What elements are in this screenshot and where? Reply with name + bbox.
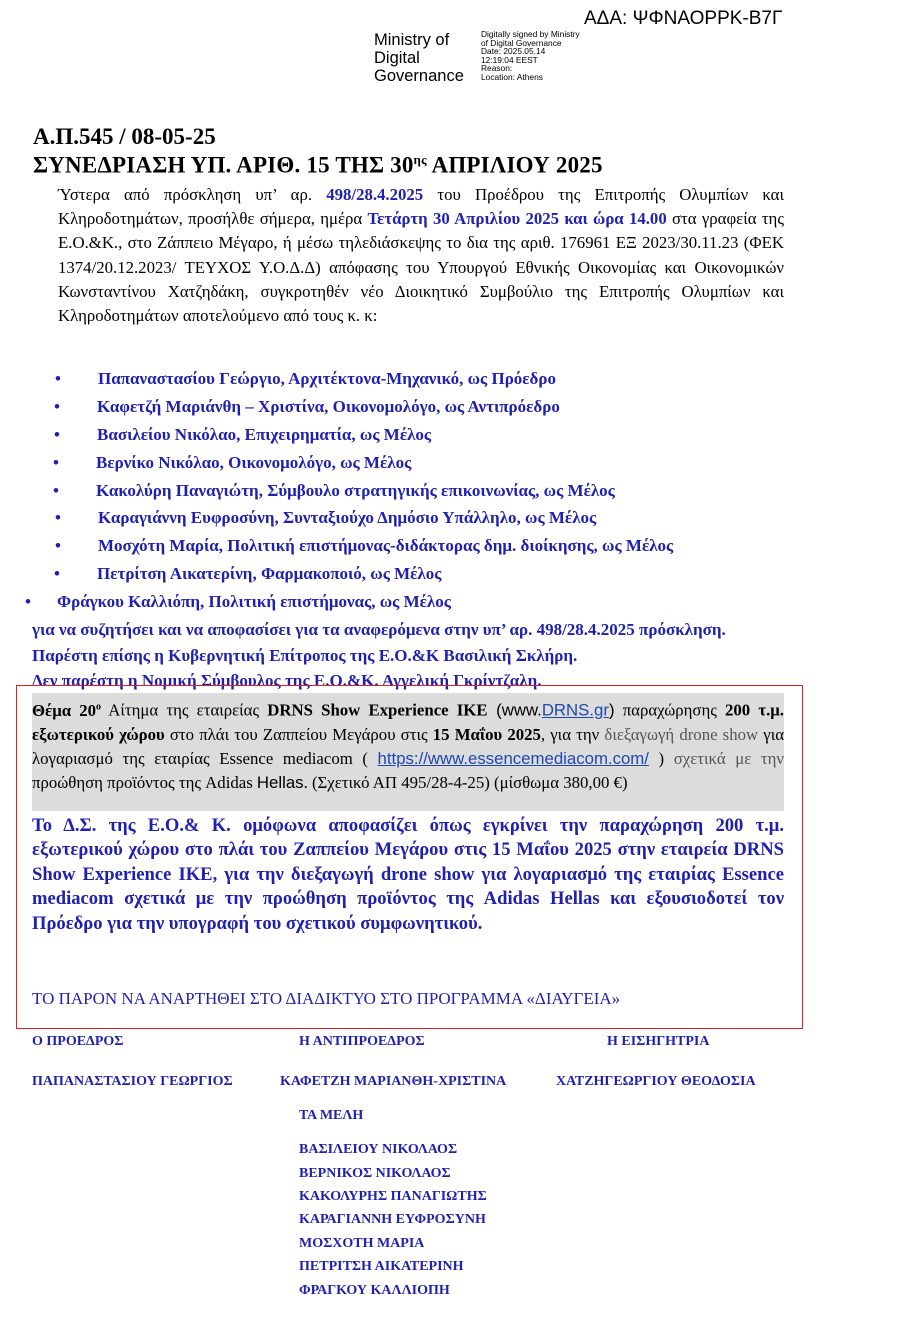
topic-text: σχετικά με την [673,749,784,768]
member-item [25,592,451,612]
ministry-line: Digital [374,49,420,67]
member-text: Βερνίκο Νικόλαο, Οικονομολόγο, ως Μέλος [96,453,412,472]
signature-line: Reason: [481,63,513,74]
bullet-icon: • [53,481,59,500]
member-item [54,397,560,417]
digital-signature-block [481,30,601,82]
absence-line: Δεν παρέστη η Νομική Σύμβουλος της Ε.Ο.&Κ. Αγγελική Γκρίντζαλη. [32,671,542,690]
topic-label-sup: ο [96,701,102,712]
signature-line: Location: Athens [481,71,543,82]
purpose-line: για να συζητήσει και να αποφασίσει για τα αναφερόμενα στην υπ’ αρ. 498/28.4.2025 πρόσκληση. [32,620,726,639]
topic-text: στο πλάι του Ζαππείου Μεγάρου στις [164,724,433,744]
essence-link[interactable]: https://www.essencemediacom.com/ [377,749,649,768]
signature-line: 12:19:04 EEST [481,54,538,65]
topic-text: Αίτημα της εταιρείας [101,700,268,720]
bullet-icon: • [55,536,61,555]
member-text: Παπαναστασίου Γεώργιο, Αρχιτέκτονα-Μηχανικό, ως Πρόεδρο [98,369,556,388]
topic-text: ) [608,700,615,720]
bullet-icon: • [54,425,60,444]
topic-text: ) [648,749,674,768]
topic-text: Hellas [256,773,304,793]
topic-text: (www. [487,700,542,720]
member-text: Φράγκου Καλλιόπη, Πολιτική επιστήμονας, ως Μέλος [57,592,451,611]
ada-code: ΑΔΑ: ΨΦΝΑΟΡΡΚ-Β7Γ [584,8,783,29]
signature-title-rapporteur: Η ΕΙΣΗΓΗΤΡΙΑ [607,1034,710,1049]
invitation-number: 498/28.4.2025 [326,185,424,204]
protocol-number: Α.Π.545 / 08-05-25 [33,124,216,149]
publish-note: ΤΟ ΠΑΡΟΝ ΝΑ ΑΝΑΡΤΗΘΕΙ ΣΤΟ ΔΙΑΔΙΚΤΥΟ ΣΤΟ ΠΡΟΓΡΑΜΜΑ «ΔΙΑΥΓΕΙΑ» [32,989,621,1008]
signature-member: ΦΡΑΓΚΟΥ ΚΑΛΛΙΟΠΗ [299,1283,450,1298]
topic-text: . (Σχετικό ΑΠ 495/28-4-25) (μίσθωμα 380,00 €) [303,773,628,793]
signature-title-president: Ο ΠΡΟΕΔΡΟΣ [32,1034,124,1049]
event-date: 15 Μαΐου 2025 [432,724,541,744]
signature-member: ΒΑΣΙΛΕΙΟΥ ΝΙΚΟΛΑΟΣ [299,1142,458,1157]
topic-text: προώθηση προϊόντος της Adidas [32,773,257,793]
member-item [55,369,556,389]
member-text: Κακολύρη Παναγιώτη, Σύμβουλο στρατηγικής επικοινωνίας, ως Μέλος [96,481,615,500]
ministry-line: Ministry of [374,31,450,49]
member-text: Πετρίτση Αικατερίνη, Φαρμακοποιό, ως Μέλος [97,564,442,583]
intro-text: του Προέδρου της Επιτροπής Ολυμπίων και Κληροδοτημάτων, προσήλθε σήμερα, ημέρα [58,185,784,229]
member-text: Βασιλείου Νικόλαο, Επιχειρηματία, ως Μέλος [97,425,432,444]
company-name: DRNS Show Experience IKE [267,700,488,720]
session-title-prefix: ΣΥΝΕΔΡΙΑΣΗ ΥΠ. ΑΡΙΘ. 15 ΤΗΣ 30 [33,152,414,178]
signature-member: ΜΟΣΧΟΤΗ ΜΑΡΙΑ [299,1236,425,1251]
drns-link[interactable]: DRNS.gr [541,700,609,720]
signature-member: ΚΑΚΟΛΥΡΗΣ ΠΑΝΑΓΙΩΤΗΣ [299,1189,487,1204]
member-text: Μοσχότη Μαρία, Πολιτική επιστήμονας-διδάκτορας δημ. διοίκησης, ως Μέλος [98,536,674,555]
signature-member: ΠΕΤΡΙΤΣΗ ΑΙΚΑΤΕΡΙΝΗ [299,1259,464,1274]
member-text: Καραγιάννη Ευφροσύνη, Συνταξιούχο Δημόσιο Υπάλληλο, ως Μέλος [98,508,597,527]
session-title-sup: ης [413,152,427,167]
topic-label: Θέμα 20 [32,700,97,720]
topic-text: διεξαγωγή drone show [604,724,759,744]
bullet-icon: • [25,592,31,611]
bullet-icon: • [53,453,59,472]
ministry-logo-text [374,31,484,85]
intro-text: Ύστερα από πρόσκληση υπ’ αρ. [58,185,327,204]
bullet-icon: • [54,564,60,583]
member-text: Καφετζή Μαριάνθη – Χριστίνα, Οικονομολόγο, ως Αντιπρόεδρο [97,397,560,416]
bullet-icon: • [55,508,61,527]
session-title-suffix: ΑΠΡΙΛΙΟΥ 2025 [426,152,603,178]
signature-name-president: ΠΑΠΑΝΑΣΤΑΣΙΟΥ ΓΕΩΡΓΙΟΣ [32,1074,233,1089]
member-item [54,564,442,584]
attendance-line: Παρέστη επίσης η Κυβερνητική Επίτροπος της Ε.Ο.&Κ Βασιλική Σκλήρη. [32,646,578,665]
signature-name-vice-president: ΚΑΦΕΤΖΗ ΜΑΡΙΑΝΘΗ-ΧΡΙΣΤΙΝΑ [280,1074,507,1089]
ministry-line: Governance [374,67,464,85]
member-item [54,425,432,445]
signature-line: Date: 2025.05.14 [481,46,546,57]
member-item [53,453,412,473]
signature-line: of Digital Governance [481,37,562,48]
member-item [55,536,674,556]
signature-member: ΒΕΡΝΙΚΟΣ ΝΙΚΟΛΑΟΣ [299,1166,451,1181]
member-item [53,481,615,501]
topic-text: για λογαριασμό της εταιρίας Essence mediacom ( [32,724,784,768]
signature-title-vice-president: Η ΑΝΤΙΠΡΟΕΔΡΟΣ [299,1034,425,1049]
members-title: ΤΑ ΜΕΛΗ [299,1108,364,1123]
session-title [33,152,603,179]
bullet-icon: • [55,369,61,388]
meeting-datetime: Τετάρτη 30 Απριλίου 2025 και ώρα 14.00 [367,209,667,229]
signature-line: Digitally signed by Ministry [481,29,580,39]
topic-text: παραχώρησης [614,700,726,720]
topic-text: , για την [540,724,605,744]
board-decision: Το Δ.Σ. της Ε.Ο.& Κ. ομόφωνα αποφασίζει όπως εγκρίνει την παραχώρηση 200 τ.μ. εξωτερικού χώρου στο πλάι του Ζαππείου Μεγάρου στις 15 Μαΐου 2025 στην εταιρεία DRNS Show Experience IKE, για την διεξαγωγή drone show για λογαριασμό της εταιρίας Essence mediacom σχετικά με την προώθηση προϊόντος της Adidas Hellas και εξουσιοδοτεί τον Πρόεδρο για την υπογραφή του σχετικού συμφωνητικού. [32,815,784,934]
topic-paragraph [32,695,784,795]
intro-text: στα γραφεία της Ε.Ο.&Κ., στο Ζάππειο Μέγαρο, ή μέσω τηλεδιάσκεψης το δια της αριθ. 176961 ΕΞ 2023/30.11.23 (ΦΕΚ 1374/20.12.2023/ ΤΕΥΧΟΣ Υ.Ο.Δ.Δ) απόφασης του Υπουργού Εθνικής Οικονομίας και Οικονομικών Κωνσταντίνου Χατζηδάκη, συγκροτηθέν νέο Διοικητικό Συμβούλιο της Επιτροπής Ολυμπίων και Κληροδοτημάτων αποτελούμενο από τους κ. κ: [58,209,784,326]
signature-name-rapporteur: ΧΑΤΖΗΓΕΩΡΓΙΟΥ ΘΕΟΔΟΣΙΑ [556,1074,756,1089]
bullet-icon: • [54,397,60,416]
member-item [55,508,597,528]
area-size: 200 τ.μ. εξωτερικού χώρου [32,700,784,744]
intro-paragraph [58,183,784,328]
signature-member: ΚΑΡΑΓΙΑΝΝΗ ΕΥΦΡΟΣΥΝΗ [299,1212,486,1227]
